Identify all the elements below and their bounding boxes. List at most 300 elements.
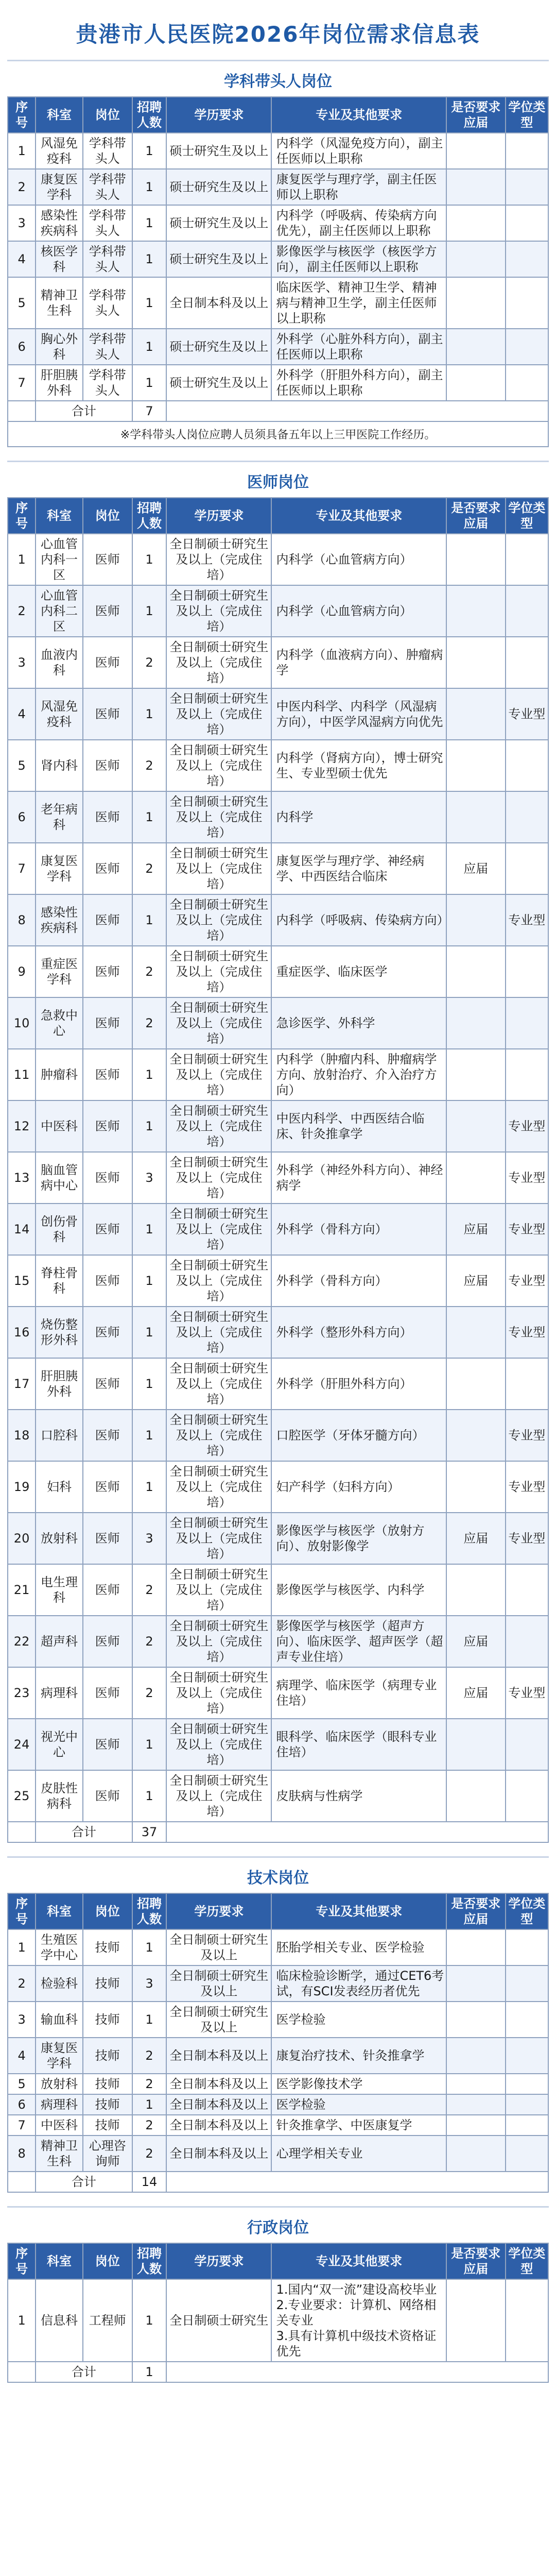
cell-col-fresh (446, 169, 506, 205)
table-row (8, 1358, 548, 1410)
cell-col-dept: 感染性疾病科 (36, 894, 83, 946)
cell-col-edu: 全日制硕士研究生及以上 (166, 1929, 271, 1965)
cell-col-major: 胚胎学相关专业、医学检验 (271, 1929, 446, 1965)
header-col-seq: 序号 (8, 498, 36, 534)
cell-col-num: 1 (132, 1049, 167, 1100)
cell-col-dept: 康复医学科 (36, 2038, 83, 2074)
cell-col-num: 1 (132, 534, 167, 585)
total-label: 合计 (36, 2172, 132, 2192)
header-col-dept: 科室 (36, 498, 83, 534)
cell-col-num: 1 (132, 791, 167, 843)
cell-col-degree (506, 2002, 548, 2038)
cell-col-post: 技师 (83, 1929, 132, 1965)
header-col-fresh: 是否要求应届 (446, 1893, 506, 1929)
cell-col-degree (506, 277, 548, 329)
total-rest-cell (166, 2362, 548, 2382)
cell-col-degree (506, 2136, 548, 2172)
cell-col-major: 外科学（肝胆外科方向） (271, 1358, 446, 1410)
cell-col-edu: 全日制硕士研究生及以上（完成住培） (166, 894, 271, 946)
cell-col-post: 学科带头人 (83, 169, 132, 205)
cell-col-major: 中医内科学、内科学（风湿病方向），中医学风湿病方向优先 (271, 688, 446, 740)
cell-col-degree (506, 534, 548, 585)
position-table (7, 96, 549, 422)
cell-col-post: 医师 (83, 1513, 132, 1564)
cell-col-post: 医师 (83, 1049, 132, 1100)
cell-col-edu: 硕士研究生及以上 (166, 329, 271, 365)
cell-col-fresh (446, 133, 506, 169)
header-col-num: 招聘人数 (132, 97, 167, 133)
cell-col-seq: 22 (8, 1616, 36, 1667)
cell-col-fresh (446, 1770, 506, 1822)
cell-col-fresh (446, 2074, 506, 2094)
cell-col-post: 医师 (83, 1564, 132, 1616)
cell-col-degree: 专业型 (506, 1100, 548, 1152)
cell-col-seq: 19 (8, 1461, 36, 1513)
cell-col-degree: 专业型 (506, 1461, 548, 1513)
cell-col-edu: 全日制硕士研究生及以上（完成住培） (166, 1564, 271, 1616)
cell-col-num: 2 (132, 946, 167, 997)
cell-col-major: 内科学（肾病方向），博士研究生、专业型硕士优先 (271, 740, 446, 791)
cell-col-fresh (446, 946, 506, 997)
table-row (8, 329, 548, 365)
header-col-edu: 学历要求 (166, 2243, 271, 2279)
cell-col-num: 1 (132, 1929, 167, 1965)
cell-col-dept: 口腔科 (36, 1410, 83, 1461)
cell-col-fresh (446, 2279, 506, 2362)
cell-col-fresh (446, 894, 506, 946)
header-col-dept: 科室 (36, 1893, 83, 1929)
header-col-major: 专业及其他要求 (271, 97, 446, 133)
cell-col-dept: 血液内科 (36, 637, 83, 688)
cell-col-major: 康复医学与理疗学、神经病学、中西医结合临床 (271, 843, 446, 894)
cell-col-post: 医师 (83, 997, 132, 1049)
cell-col-num: 1 (132, 688, 167, 740)
total-rest-cell (166, 2172, 548, 2192)
table-row (8, 2136, 548, 2172)
total-value: 1 (132, 2362, 167, 2382)
cell-col-dept: 感染性疾病科 (36, 205, 83, 241)
cell-col-major: 医学检验 (271, 2094, 446, 2115)
cell-col-degree (506, 997, 548, 1049)
cell-col-major: 外科学（心脏外科方向），副主任医师以上职称 (271, 329, 446, 365)
cell-col-edu: 全日制本科及以上 (166, 2074, 271, 2094)
table-row (8, 169, 548, 205)
cell-col-num: 1 (132, 1255, 167, 1307)
cell-col-edu: 全日制本科及以上 (166, 2094, 271, 2115)
cell-col-major: 影像医学与核医学（核医学方向），副主任医师以上职称 (271, 241, 446, 277)
cell-col-fresh (446, 637, 506, 688)
cell-col-num: 1 (132, 241, 167, 277)
cell-col-dept: 精神卫生科 (36, 2136, 83, 2172)
header-col-num: 招聘人数 (132, 498, 167, 534)
header-col-fresh: 是否要求应届 (446, 498, 506, 534)
position-table (7, 497, 549, 1843)
cell-col-dept: 风湿免疫科 (36, 133, 83, 169)
cell-col-post: 医师 (83, 894, 132, 946)
header-col-edu: 学历要求 (166, 498, 271, 534)
cell-col-fresh (446, 688, 506, 740)
cell-col-seq: 7 (8, 365, 36, 401)
header-col-fresh: 是否要求应届 (446, 2243, 506, 2279)
cell-col-seq: 12 (8, 1100, 36, 1152)
cell-col-fresh (446, 1049, 506, 1100)
cell-col-seq: 5 (8, 277, 36, 329)
cell-col-post: 医师 (83, 1667, 132, 1719)
table-row (8, 1255, 548, 1307)
table-row (8, 1152, 548, 1204)
total-blank-cell (8, 1822, 36, 1842)
cell-col-post: 心理咨询师 (83, 2136, 132, 2172)
cell-col-major: 口腔医学（牙体牙髓方向） (271, 1410, 446, 1461)
cell-col-fresh: 应届 (446, 1513, 506, 1564)
cell-col-degree (506, 843, 548, 894)
cell-col-seq: 2 (8, 1965, 36, 2002)
table-row (8, 133, 548, 169)
cell-col-fresh (446, 2038, 506, 2074)
table-row (8, 2279, 548, 2362)
header-col-degree: 学位类型 (506, 2243, 548, 2279)
section-title: 技术岗位 (7, 1856, 549, 1893)
cell-col-seq: 6 (8, 791, 36, 843)
cell-col-fresh: 应届 (446, 1204, 506, 1255)
header-col-seq: 序号 (8, 97, 36, 133)
cell-col-dept: 超声科 (36, 1616, 83, 1667)
cell-col-degree (506, 205, 548, 241)
cell-col-degree (506, 169, 548, 205)
table-row (8, 1929, 548, 1965)
header-col-post: 岗位 (83, 2243, 132, 2279)
cell-col-fresh (446, 997, 506, 1049)
cell-col-degree (506, 791, 548, 843)
cell-col-seq: 1 (8, 133, 36, 169)
table-row (8, 1100, 548, 1152)
cell-col-post: 医师 (83, 1152, 132, 1204)
cell-col-post: 医师 (83, 946, 132, 997)
cell-col-degree (506, 133, 548, 169)
cell-col-num: 1 (132, 1719, 167, 1770)
cell-col-degree (506, 946, 548, 997)
cell-col-degree: 专业型 (506, 1204, 548, 1255)
cell-col-degree (506, 2074, 548, 2094)
cell-col-fresh (446, 205, 506, 241)
cell-col-dept: 肿瘤科 (36, 1049, 83, 1100)
cell-col-edu: 全日制硕士研究生及以上（完成住培） (166, 585, 271, 637)
page-title: 贵港市人民医院2026年岗位需求信息表 (76, 22, 480, 47)
cell-col-edu: 硕士研究生及以上 (166, 365, 271, 401)
cell-col-fresh (446, 1358, 506, 1410)
cell-col-major: 影像医学与核医学（超声方向）、临床医学、超声医学（超声专业住培） (271, 1616, 446, 1667)
cell-col-fresh (446, 1152, 506, 1204)
cell-col-num: 3 (132, 1152, 167, 1204)
cell-col-edu: 硕士研究生及以上 (166, 133, 271, 169)
cell-col-degree: 专业型 (506, 894, 548, 946)
cell-col-major: 眼科学、临床医学（眼科专业住培） (271, 1719, 446, 1770)
cell-col-num: 3 (132, 1965, 167, 2002)
cell-col-major: 影像医学与核医学、内科学 (271, 1564, 446, 1616)
cell-col-degree (506, 2094, 548, 2115)
cell-col-seq: 9 (8, 946, 36, 997)
cell-col-fresh (446, 1965, 506, 2002)
header-col-post: 岗位 (83, 498, 132, 534)
cell-col-degree (506, 1929, 548, 1965)
table-row (8, 1564, 548, 1616)
cell-col-fresh (446, 329, 506, 365)
cell-col-dept: 肾内科 (36, 740, 83, 791)
table-row (8, 277, 548, 329)
total-label: 合计 (36, 2362, 132, 2382)
cell-col-num: 2 (132, 1616, 167, 1667)
cell-col-num: 2 (132, 2038, 167, 2074)
cell-col-major: 针灸推拿学、中医康复学 (271, 2115, 446, 2136)
cell-col-dept: 老年病科 (36, 791, 83, 843)
cell-col-major: 康复治疗技术、针灸推拿学 (271, 2038, 446, 2074)
cell-col-fresh (446, 365, 506, 401)
cell-col-post: 医师 (83, 1100, 132, 1152)
cell-col-post: 技师 (83, 2074, 132, 2094)
total-blank-cell (8, 2172, 36, 2192)
header-col-dept: 科室 (36, 2243, 83, 2279)
cell-col-major: 内科学（肿瘤内科、肿瘤病学方向、放射治疗、介入治疗方向） (271, 1049, 446, 1100)
table-row (8, 1616, 548, 1667)
cell-col-fresh (446, 2002, 506, 2038)
cell-col-seq: 4 (8, 241, 36, 277)
cell-col-edu: 全日制硕士研究生及以上（完成住培） (166, 997, 271, 1049)
cell-col-major: 外科学（神经外科方向）、神经病学 (271, 1152, 446, 1204)
cell-col-major: 1.国内“双一流”建设高校毕业 2.专业要求：计算机、网络相关专业 3.具有计算机中级技术资格证优先 (271, 2279, 446, 2362)
cell-col-degree (506, 740, 548, 791)
cell-col-degree (506, 1616, 548, 1667)
cell-col-edu: 全日制硕士研究生及以上（完成住培） (166, 1307, 271, 1358)
header-col-seq: 序号 (8, 1893, 36, 1929)
cell-col-post: 医师 (83, 843, 132, 894)
table-row (8, 534, 548, 585)
cell-col-fresh: 应届 (446, 1667, 506, 1719)
cell-col-post: 医师 (83, 1255, 132, 1307)
cell-col-seq: 3 (8, 2002, 36, 2038)
cell-col-seq: 23 (8, 1667, 36, 1719)
table-row (8, 1307, 548, 1358)
cell-col-degree: 专业型 (506, 1307, 548, 1358)
total-value: 7 (132, 401, 167, 421)
table-row (8, 791, 548, 843)
header-col-fresh: 是否要求应届 (446, 97, 506, 133)
cell-col-post: 技师 (83, 1965, 132, 2002)
cell-col-degree: 专业型 (506, 1667, 548, 1719)
cell-col-edu: 全日制硕士研究生及以上（完成住培） (166, 1152, 271, 1204)
cell-col-post: 工程师 (83, 2279, 132, 2362)
cell-col-post: 技师 (83, 2094, 132, 2115)
table-row (8, 2074, 548, 2094)
cell-col-seq: 2 (8, 585, 36, 637)
cell-col-degree (506, 637, 548, 688)
cell-col-post: 医师 (83, 1204, 132, 1255)
cell-col-major: 内科学（呼吸病、传染病方向优先），副主任医师以上职称 (271, 205, 446, 241)
total-blank-cell (8, 401, 36, 421)
cell-col-major: 重症医学、临床医学 (271, 946, 446, 997)
sections-container (7, 60, 549, 2383)
cell-col-seq: 25 (8, 1770, 36, 1822)
table-header-row (8, 97, 548, 133)
table-row (8, 1049, 548, 1100)
cell-col-post: 医师 (83, 1307, 132, 1358)
cell-col-num: 1 (132, 205, 167, 241)
cell-col-dept: 检验科 (36, 1965, 83, 2002)
cell-col-edu: 全日制硕士研究生及以上（完成住培） (166, 1667, 271, 1719)
cell-col-dept: 核医学科 (36, 241, 83, 277)
header-col-degree: 学位类型 (506, 1893, 548, 1929)
cell-col-degree (506, 1564, 548, 1616)
cell-col-post: 医师 (83, 1719, 132, 1770)
cell-col-edu: 全日制本科及以上 (166, 2136, 271, 2172)
cell-col-edu: 全日制硕士研究生及以上（完成住培） (166, 1100, 271, 1152)
cell-col-degree (506, 1770, 548, 1822)
cell-col-major: 内科学（血液病方向）、肿瘤病学 (271, 637, 446, 688)
cell-col-post: 医师 (83, 585, 132, 637)
cell-col-dept: 病理科 (36, 2094, 83, 2115)
table-row (8, 2094, 548, 2115)
cell-col-post: 医师 (83, 688, 132, 740)
cell-col-fresh (446, 1100, 506, 1152)
cell-col-seq: 1 (8, 534, 36, 585)
cell-col-degree (506, 585, 548, 637)
cell-col-fresh (446, 2094, 506, 2115)
cell-col-fresh (446, 1461, 506, 1513)
cell-col-edu: 硕士研究生及以上 (166, 205, 271, 241)
total-row (8, 401, 548, 421)
table-row (8, 1965, 548, 2002)
cell-col-seq: 8 (8, 894, 36, 946)
table-row (8, 365, 548, 401)
table-row (8, 997, 548, 1049)
header-col-degree: 学位类型 (506, 498, 548, 534)
cell-col-seq: 14 (8, 1204, 36, 1255)
position-table (7, 2243, 549, 2383)
table-row (8, 241, 548, 277)
cell-col-dept: 脑血管病中心 (36, 1152, 83, 1204)
cell-col-num: 1 (132, 585, 167, 637)
cell-col-fresh: 应届 (446, 1616, 506, 1667)
cell-col-dept: 皮肤性病科 (36, 1770, 83, 1822)
cell-col-major: 中医内科学、中西医结合临床、针灸推拿学 (271, 1100, 446, 1152)
cell-col-seq: 8 (8, 2136, 36, 2172)
table-row (8, 2038, 548, 2074)
cell-col-major: 外科学（骨科方向） (271, 1255, 446, 1307)
cell-col-num: 1 (132, 1358, 167, 1410)
cell-col-num: 1 (132, 2279, 167, 2362)
cell-col-major: 内科学（心血管病方向） (271, 534, 446, 585)
cell-col-edu: 全日制硕士研究生及以上（完成住培） (166, 688, 271, 740)
cell-col-fresh (446, 2115, 506, 2136)
header-col-num: 招聘人数 (132, 2243, 167, 2279)
cell-col-num: 1 (132, 2094, 167, 2115)
cell-col-seq: 21 (8, 1564, 36, 1616)
table-row (8, 843, 548, 894)
cell-col-dept: 风湿免疫科 (36, 688, 83, 740)
cell-col-major: 影像医学与核医学（放射方向）、放射影像学 (271, 1513, 446, 1564)
cell-col-num: 1 (132, 1410, 167, 1461)
cell-col-dept: 康复医学科 (36, 843, 83, 894)
cell-col-degree (506, 2038, 548, 2074)
cell-col-major: 内科学（风湿免疫方向），副主任医师以上职称 (271, 133, 446, 169)
cell-col-num: 1 (132, 1770, 167, 1822)
cell-col-seq: 6 (8, 329, 36, 365)
cell-col-post: 学科带头人 (83, 329, 132, 365)
cell-col-seq: 7 (8, 2115, 36, 2136)
cell-col-seq: 7 (8, 843, 36, 894)
cell-col-degree (506, 1049, 548, 1100)
cell-col-edu: 全日制硕士研究生及以上（完成住培） (166, 534, 271, 585)
cell-col-num: 2 (132, 637, 167, 688)
cell-col-degree: 专业型 (506, 1152, 548, 1204)
cell-col-major: 临床检验诊断学，通过CET6考试，有SCI发表经历者优先 (271, 1965, 446, 2002)
cell-col-edu: 全日制硕士研究生及以上 (166, 1965, 271, 2002)
cell-col-post: 医师 (83, 1358, 132, 1410)
cell-col-dept: 病理科 (36, 1667, 83, 1719)
cell-col-num: 2 (132, 1667, 167, 1719)
cell-col-edu: 全日制硕士研究生及以上（完成住培） (166, 1770, 271, 1822)
table-row (8, 637, 548, 688)
cell-col-edu: 全日制硕士研究生及以上 (166, 2002, 271, 2038)
cell-col-post: 医师 (83, 534, 132, 585)
cell-col-degree: 专业型 (506, 688, 548, 740)
cell-col-major: 病理学、临床医学（病理专业住培） (271, 1667, 446, 1719)
table-row (8, 1719, 548, 1770)
total-label: 合计 (36, 401, 132, 421)
cell-col-num: 3 (132, 1513, 167, 1564)
table-row (8, 2115, 548, 2136)
cell-col-major: 内科学（心血管病方向） (271, 585, 446, 637)
cell-col-major: 外科学（肝胆外科方向），副主任医师以上职称 (271, 365, 446, 401)
cell-col-fresh (446, 241, 506, 277)
table-header-row (8, 498, 548, 534)
table-row (8, 1461, 548, 1513)
cell-col-degree (506, 2279, 548, 2362)
cell-col-major: 妇产科学（妇科方向） (271, 1461, 446, 1513)
cell-col-degree (506, 365, 548, 401)
cell-col-num: 2 (132, 2115, 167, 2136)
cell-col-dept: 创伤骨科 (36, 1204, 83, 1255)
cell-col-dept: 中医科 (36, 2115, 83, 2136)
cell-col-num: 2 (132, 997, 167, 1049)
cell-col-edu: 全日制硕士研究生及以上（完成住培） (166, 740, 271, 791)
cell-col-num: 1 (132, 1461, 167, 1513)
cell-col-edu: 全日制硕士研究生及以上（完成住培） (166, 946, 271, 997)
table-row (8, 1770, 548, 1822)
cell-col-seq: 3 (8, 205, 36, 241)
cell-col-major: 皮肤病与性病学 (271, 1770, 446, 1822)
table-row (8, 894, 548, 946)
cell-col-degree (506, 241, 548, 277)
header-col-num: 招聘人数 (132, 1893, 167, 1929)
cell-col-seq: 1 (8, 2279, 36, 2362)
cell-col-num: 1 (132, 277, 167, 329)
cell-col-seq: 20 (8, 1513, 36, 1564)
cell-col-seq: 10 (8, 997, 36, 1049)
cell-col-seq: 3 (8, 637, 36, 688)
cell-col-dept: 康复医学科 (36, 169, 83, 205)
cell-col-dept: 肝胆胰外科 (36, 1358, 83, 1410)
cell-col-edu: 全日制硕士研究生及以上（完成住培） (166, 791, 271, 843)
cell-col-num: 2 (132, 843, 167, 894)
cell-col-fresh (446, 1929, 506, 1965)
table-row (8, 1410, 548, 1461)
cell-col-fresh: 应届 (446, 843, 506, 894)
cell-col-dept: 肝胆胰外科 (36, 365, 83, 401)
cell-col-degree (506, 1719, 548, 1770)
cell-col-edu: 全日制硕士研究生及以上（完成住培） (166, 1255, 271, 1307)
cell-col-edu: 全日制硕士研究生及以上（完成住培） (166, 843, 271, 894)
cell-col-num: 1 (132, 1307, 167, 1358)
